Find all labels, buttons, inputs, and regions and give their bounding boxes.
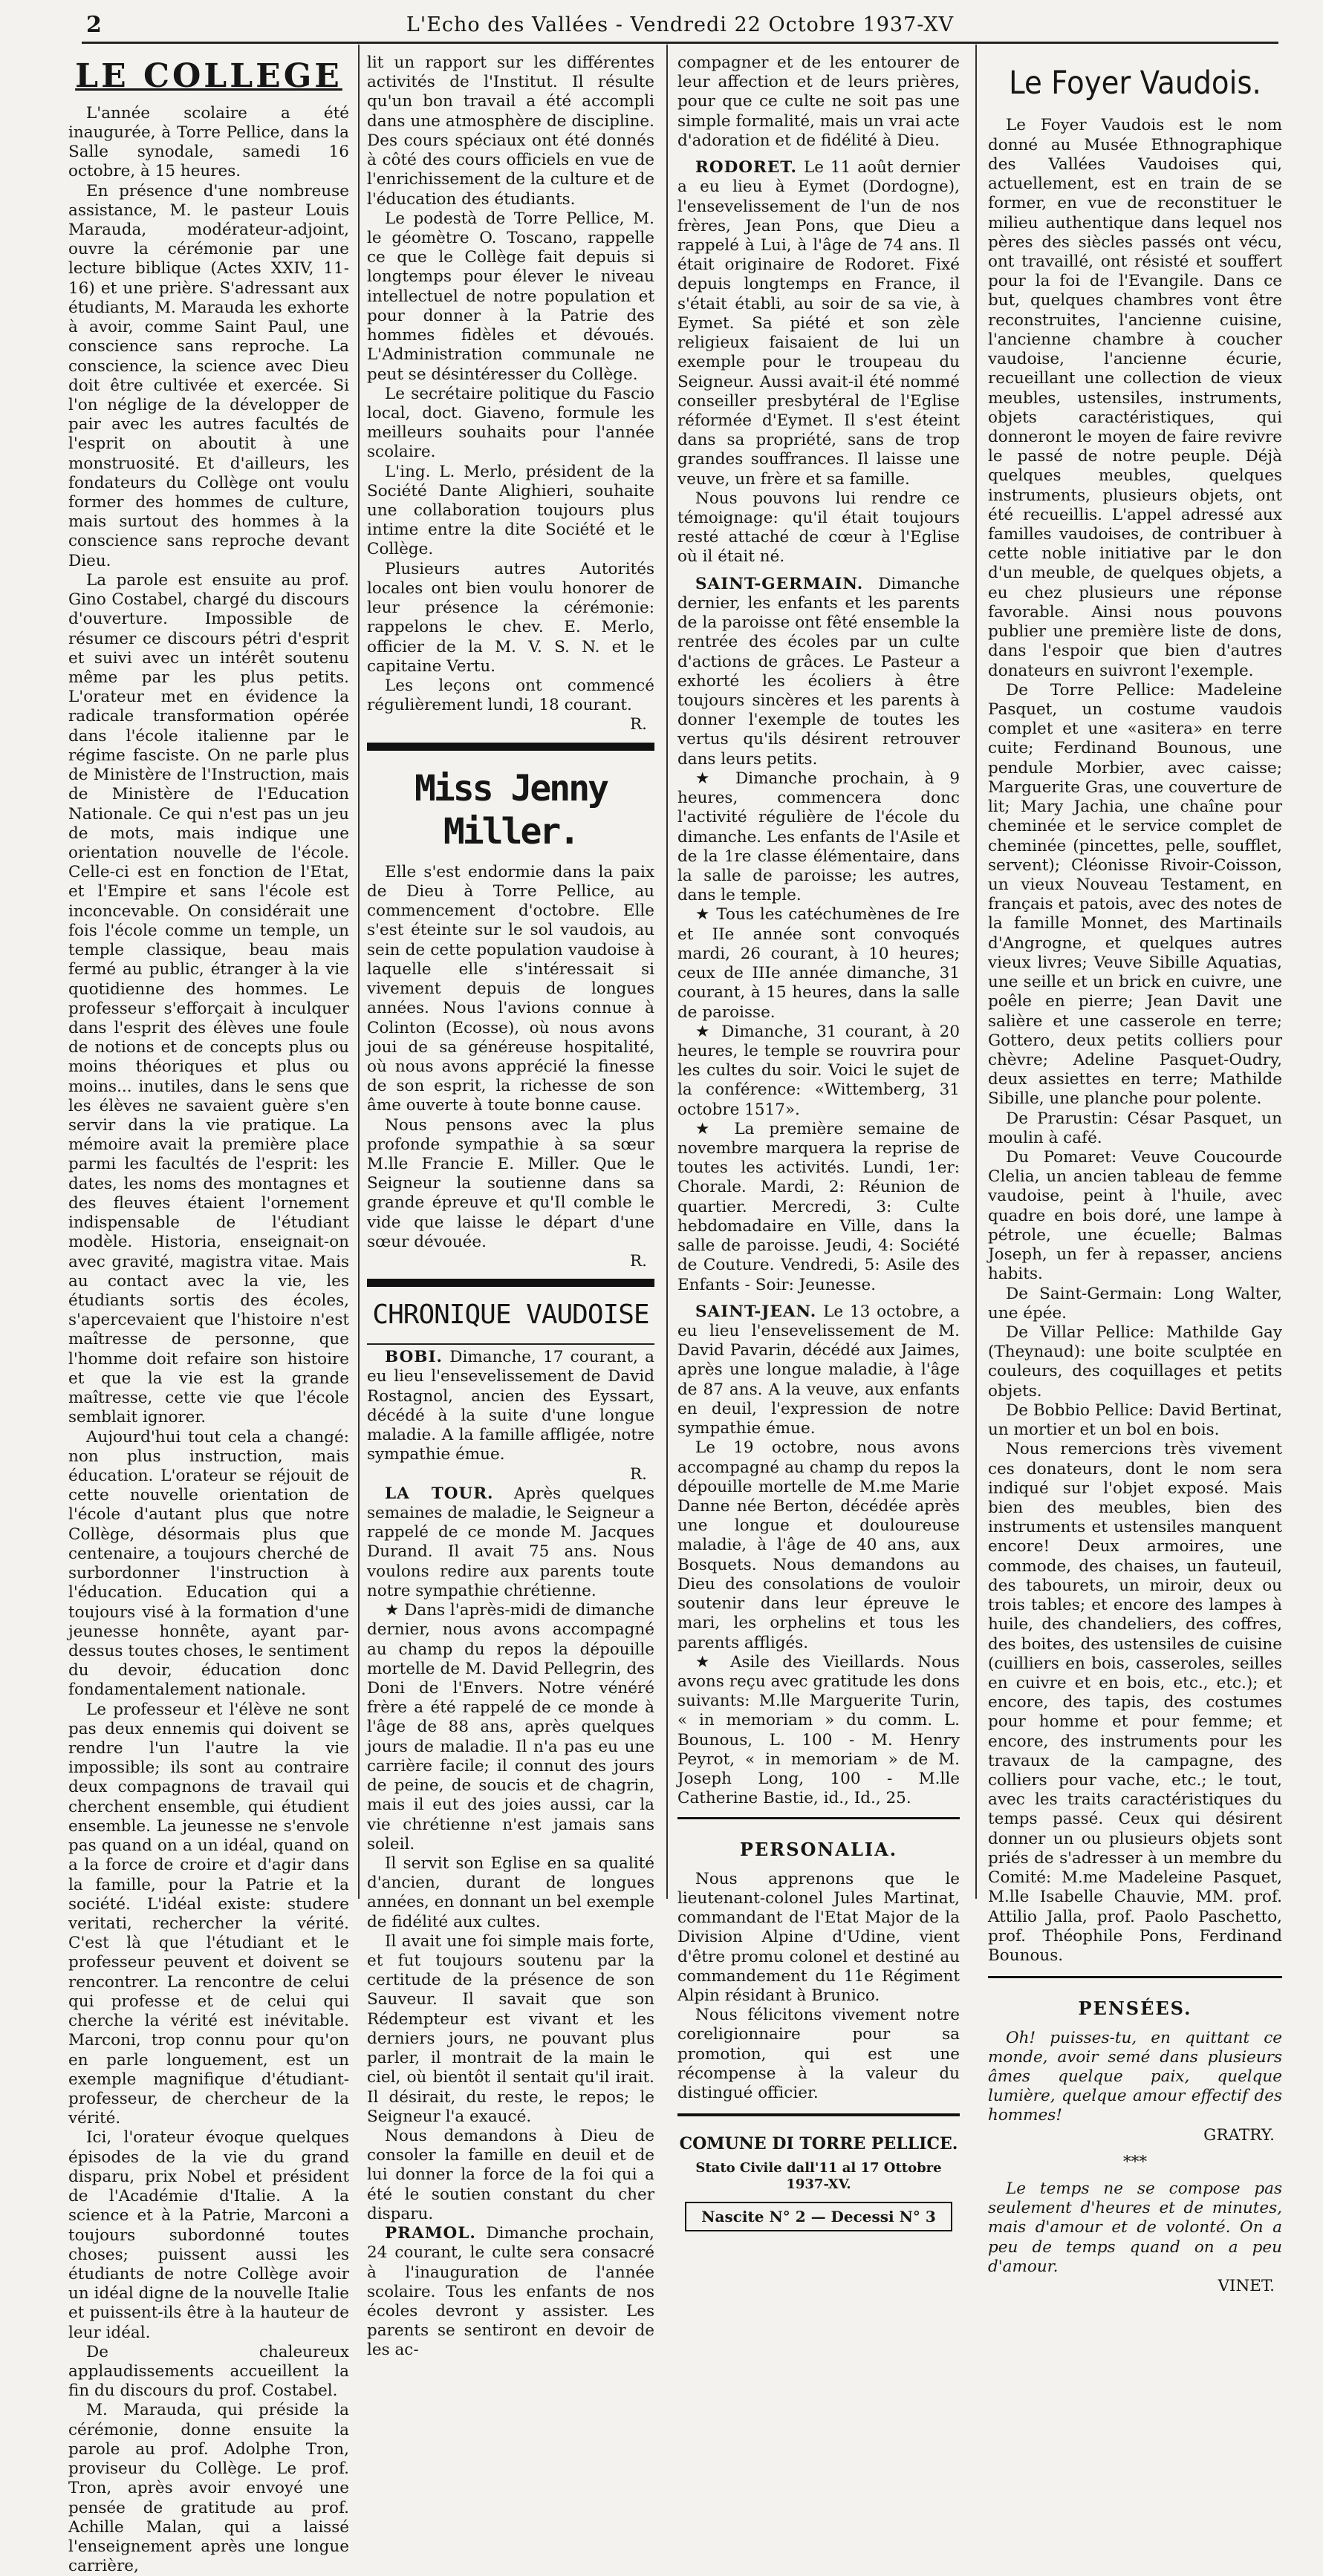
stato-civile-heading: Stato Civile dall'11 al 17 Ottobre 1937-XV. [695,2160,942,2193]
news-text: Dimanche, 17 courant, a eu lieu l'ensevelissement de David Rostagnol, ancien des Eyssart, décédé à la suite d'une longue maladie. A la famille affligée, notre sympathie émue. [367,1348,654,1464]
divider [367,743,654,751]
paragraph: De Bobbio Pellice: David Bertinat, un mortier et un bol en bois. [988,1401,1282,1440]
paragraph: De Saint-Germain: Long Walter, une épée. [988,1284,1282,1323]
paragraph: Nous demandons à Dieu de consoler la famille en deuil et de lui donner la force de la foi qui a été le soutien constant du cher disparu. [367,2127,654,2223]
column-3 [677,53,960,2226]
paragraph: lit un rapport sur les différentes activités de l'Institut. Il résulte qu'un bon travail a été accompli dans une atmosphère de discipline. Des cours spéciaux ont été donnés à côté des cours officiels en vue de l'enrichissement de la culture et de l'éducation des étudiants. [367,53,654,209]
article-title-foyer-vaudois: Le Foyer Vaudois. [1009,65,1261,102]
paragraph: De chaleureux applaudissements accueillent la fin du discours du prof. Costabel. [68,2342,349,2401]
paragraph: ★ Dimanche, 31 courant, à 20 heures, le temple se rouvrira pour les cultes du soir. Voici le sujet de la conférence: «Wittemberg, 31 octobre 1517». [677,1022,960,1119]
paragraph: ★ Dans l'après-midi de dimanche dernier, nous avons accompagné au champ du repos la dépouille mortelle de M. David Pellegrin, des Doni de l'Envers. Notre vénéré frère a été rappelé de ce monde à l'âge de 88 ans, après quelques jours de maladie. Il n'a pas eu une carrière facile; il connut des jours de peine, de soucis et de chagrin, mais il eut des joies aussi, car la vie chrétienne n'est jamais sans soleil. [367,1601,654,1853]
paragraph: Elle s'est endormie dans la paix de Dieu à Torre Pellice, au commencement d'octobre. Elle s'est éteinte sur le sol vaudois, au sein de cette population vaudoise à laquelle elle s'intéressait si vivement depuis de longues années. Nous l'avions connue à Colinton (Ecosse), où nous avons joui de sa généreuse hospitalité, où nous avons apprécié la finesse de son esprit, la richesse de son âme ouverte à toute bonne cause. [367,862,654,1115]
section-title-comune: COMUNE DI TORRE PELLICE. [679,2134,958,2154]
quote: Le temps ne se compose pas seulement d'heures et de minutes, mais d'amour et de volonté. On a peu de temps quand on a peu d'amour. [988,2179,1282,2276]
paragraph: M. Marauda, qui préside la cérémonie, donne ensuite la parole au prof. Adolphe Tron, proviseur du Collège. Le prof. Tron, après avoir envoyé une pensée de gratitude au prof. Achille Malan, qui a laissé l'enseignement après une longue carrière, [68,2401,349,2576]
locality-label: SAINT-JEAN. [695,1302,817,1321]
paragraph: ★ Asile des Vieillards. Nous avons reçu avec gratitude les dons suivants: M.lle Marguerite Turin, « in memoriam » du comm. L. Bounous, L. 100 - M. Henry Peyrot, « in memoriam » de M. Joseph Long, 100 - M.lle Catherine Bastie, id., Id., 25. [677,1652,960,1808]
paragraph: Aujourd'hui tout cela a changé: non plus instruction, mais éducation. L'orateur se réjouit de cette nouvelle orientation de l'école d'autant plus que notre Collège, désormais plus que centenaire, a toujours cherché de surbordonner l'instruction à l'éducation. Education qui a toujours visé à la formation d'une jeunesse honnête, ayant par-dessus toutes choses, le sentiment du devoir, éducation donc fondamentalement nationale. [68,1427,349,1700]
signature: R. [629,1252,647,1271]
news-item-pramol [367,2224,654,2361]
paragraph: Nous remercions très vivement ces donateurs, dont le nom sera indiqué sur l'objet exposé. Mais bien des meubles, bien des instruments et ustensiles manquent encore! Deux armoires, une commode, des chaises, un fauteuil, des tabourets, un miroir, deux ou trois tables; et encore des lampes à huile, des chandeliers, des coffres, des boites, des ustensiles de cuisine (cuilliers en bois, casseroles, seilles en cuivre et en bois, etc., etc.); et encore, des tapis, des costumes pour homme et pour femme; et encore, des instruments pour les travaux de la campagne, des colliers pour vache, etc.; le tout, avec les traits caractéristiques du temps passé. Ceux qui désirent donner un ou plusieurs objets sont priés de s'adresser à un membre du Comité: M.me Madeleine Pasquet, M.lle Isabelle Chauvie, MM. prof. Attilio Jalla, prof. Paolo Paschetto, prof. Théophile Pons, Ferdinand Bounous. [988,1440,1282,1966]
paragraph: Le professeur et l'élève ne sont pas deux ennemis qui doivent se rendre l'un l'autre la vie impossible; ils sont au contraire deux compagnons de travail qui cherchent ensemble, qui étudient ensemble. La jeunesse ne s'envole pas quand on a un idéal, quand on a la force de croire et d'agir dans la famille, pour la Patrie et la société. L'idéal existe: studere veritati, rechercher la vérité. C'est là que l'étudiant et le professeur peuvent et doivent se rencontrer. La rencontre de celui qui professe et de celui qui cherche la vérité est inévitable. Marconi, trop connu pour qu'on en parle longuement, est un exemple magnifique d'étudiant-professeur, de chercheur de la vérité. [68,1700,349,2128]
paragraph: Le Foyer Vaudois est le nom donné au Musée Ethnographique des Vallées Vaudoises qui, actuellement, est en train de se former, en vue de reconstituer le milieu authentique dans lequel nos pères des siècles passés ont vécu, ont travaillé, ont résisté et souffert pour la foi de l'Evangile. Dans ce but, quelques chambres vont être reconstruites, l'ancienne cuisine, l'ancienne chambre à coucher vaudoise, l'ancienne écurie, recueillant une collection de vieux meubles, ustensiles, instruments, objets caractéristiques, qui donneront le moyen de faire revivre le passé de notre peuple. Déjà quelques meubles, quelques instruments, plusieurs objets, ont été recueillis. L'appel adressé aux familles vaudoises, de contribuer à cette noble initiative par le don d'un meuble, de quelques objets, a eu chez plusieurs une réponse favorable. Ainsi nous pouvons publier une première liste de dons, dans l'espoir que bien d'autres donateurs en suivront l'exemple. [988,116,1282,680]
news-item-saint-jean [677,1302,960,1439]
article-title-college: LE COLLEGE [75,57,342,95]
separator-stars: *** [1122,2152,1148,2171]
locality-label: PRAMOL. [385,2224,476,2243]
paragraph: De Prarustin: César Pasquet, un moulin à café. [988,1109,1282,1147]
news-text: Après quelques semaines de maladie, le Seigneur a rappelé de ce monde M. Jacques Durand. Il avait 75 ans. Nous voulons redire aux parents toute notre sympathie chrétienne. [367,1484,654,1600]
column-foyer-vaudois [988,53,1282,2296]
paragraph: L'ing. L. Merlo, président de la Société Dante Alighieri, souhaite une collaboration toujours plus intime entre la dite Société et le Collège. [367,462,654,559]
paragraph: Nous pouvons lui rendre ce témoignage: qu'il était toujours resté attaché de cœur à l'Eglise où il était né. [677,489,960,567]
paragraph: De Villar Pellice: Mathilde Gay (Theynaud): une boite sculptée en couleurs, des coquillages et petits objets. [988,1323,1282,1401]
birth-death-box: Nascite N° 2 — Decessi N° 3 [685,2202,952,2231]
paragraph: Le podestà de Torre Pellice, M. le géomètre O. Toscano, rappelle ce que le Collège fait depuis si longtemps pour élever le niveau intellectuel de notre population et pour donner à la Patrie des hommes fidèles et dévoués. L'Administration communale ne peut se désintéresser du Collège. [367,209,654,384]
news-item-latour [367,1484,654,1601]
quote-author: VINET. [1218,2277,1275,2296]
paragraph: Ici, l'orateur évoque quelques épisodes de la vie du grand disparu, prix Nobel et président de l'Académie d'Italie. A la science et à la Patrie, Marconi a toujours subordonné toutes choses; puissent aussi les étudiants de notre Collège avoir un idéal digne de la nouvelle Italie et puissent-ils être à la hauteur de leur idéal. [68,2128,349,2342]
paragraph: Il servit son Eglise en sa qualité d'ancien, durant de longues années, en donnant un bel exemple de fidélité aux cultes. [367,1853,654,1931]
column-college [68,53,349,2576]
paragraph: Nous félicitons vivement notre coreligionnaire pour sa promotion, qui est une récompense à la valeur du distingué officier. [677,2006,960,2103]
divider [988,1976,1282,1978]
paragraph: ★ Tous les catéchumènes de Ire et IIe année sont convoqués mardi, 26 courant, à 10 heures; ceux de IIIe année dimanche, 31 courant, à 15 heures, dans la salle de paroisse. [677,905,960,1022]
page-header [82,9,1278,44]
news-text: Le 11 août dernier a eu lieu à Eymet (Dordogne), l'ensevelissement de l'un de nos frères, Jean Pons, que Dieu a rappelé à Lui, à l'âge de 74 ans. Il était originaire de Rodoret. Fixé depuis longtemps en France, il s'était établi, au soir de sa vie, à Eymet. Sa piété et son zèle religieux faisaient de lui un exemple pour le troupeau du Seigneur. Aussi avait-il été nommé conseiller presbytéral de l'Eglise réformée d'Eymet. Il s'est éteint dans sa propriété, sans de trop grandes souffrances. Il laisse une veuve, un frère et sa famille. [677,158,960,489]
paragraph: L'année scolaire a été inaugurée, à Torre Pellice, dans la Salle synodale, samedi 16 octobre, à 15 heures. [68,103,349,181]
article-title-jenny-miller: Miss Jenny Miller. [415,767,607,853]
divider [677,2113,960,2116]
section-title-personalia: PERSONALIA. [739,1839,898,1861]
paragraph: En présence d'une nombreuse assistance, M. le pasteur Louis Marauda, modérateur-adjoint, ouvre la cérémonie par une lecture biblique (Actes XXIV, 11-16) et une prière. S'adressant aux étudiants, M. Marauda les exhorte à avoir, comme Saint Paul, une conscience sans reproche. La conscience, la science avec Dieu doit être cultivée et exercée. Si l'on néglige de la développer de pair avec les autres facultés de l'esprit on aboutit à une monstruosité. Et d'ailleurs, les fondateurs du Collège ont voulu former des hommes de culture, mais surtout des hommes à la conscience sans reproche devant Dieu. [68,181,349,570]
locality-label: LA TOUR. [385,1484,494,1503]
news-text: Dimanche prochain, 24 courant, le culte sera consacré à l'inauguration de l'année scolaire. Tous les enfants de nos écoles devront y assister. Les parents se sentiront en devoir de les ac- [367,2224,654,2360]
paragraph: Les leçons ont commencé régulièrement lundi, 18 courant. [367,676,654,715]
page-number: 2 [86,12,102,38]
section-title-pensees: PENSÉES. [1078,1998,1192,2020]
paragraph: La parole est ensuite au prof. Gino Costabel, chargé du discours d'ouverture. Impossible de résumer ce discours pétri d'esprit et suivi avec un intérêt soutenu même par les plus petits. L'orateur met en évidence la radicale transformation opérée dans l'école italienne par le régime fasciste. On ne parle plus de Ministère de l'Instruction, mais de Ministère de l'Education Nationale. Ce qui n'est pas un jeu de mots, mais indique une orientation nouvelle de l'école. Celle-ci est en fonction de l'Etat, et l'Empire et sans l'école est inconcevable. On considérait une fois l'école comme un temple, un temple classique, beau mais fermé au public, étranger à la vie quotidienne des hommes. Le professeur s'efforçait à inculquer dans l'esprit des élèves une foule de notions et de concepts plus ou moins théoriques et plus ou moins... inutiles, dans le sens que les élèves ne savaient guère s'en servir dans la vie pratique. La mémoire avait la première place parmi les facultés de l'esprit: les dates, les noms des montagnes et des fleuves étaient l'ornement indispensable de l'étudiant modèle. Historia, enseignait-on avec gravité, magistra vitae. Mais au contact avec la vie, les étudiants sortis des écoles, s'apercevaient que l'histoire n'est maîtresse de personne, que l'homme doit refaire son histoire et que la vie est la grande maîtresse, cette vie que l'école semblait ignorer. [68,570,349,1427]
column-2 [367,53,654,2360]
news-item-saint-germain [677,575,960,769]
news-item-rodoret [677,158,960,489]
paragraph: Du Pomaret: Veuve Coucourde Clelia, un ancien tableau de femme vaudoise, peint à l'huile, avec quadre en bois doré, une lampe à pétrole, une écuelle; Balmas Joseph, un fer à repasser, anciens habits. [988,1148,1282,1284]
paragraph: Le secrétaire politique du Fascio local, doct. Giaveno, formule les meilleurs souhaits pour l'année scolaire. [367,384,654,462]
paragraph: ★ Dimanche prochain, à 9 heures, commencera donc l'activité régulière de l'école du dimanche. Les enfants de l'Asile et de la 1re classe élémentaire, dans la salle de paroisse; les autres, dans le temple. [677,769,960,905]
section-title-chronique: CHRONIQUE VAUDOISE [372,1300,649,1331]
signature: R. [629,715,647,734]
quote-author: GRATRY. [1203,2125,1275,2145]
news-text: Le 13 octobre, a eu lieu l'ensevelissement de M. David Pavarin, décédé aux Jaimes, après une longue maladie, à l'âge de 87 ans. A la veuve, aux enfants en deuil, l'expression de notre sympathie émue. [677,1302,960,1438]
divider [677,1817,960,1819]
signature: R. [629,1464,647,1484]
paragraph: Nous apprenons que le lieutenant-colonel Jules Martinat, commandant de l'Etat Major de la Division Alpine d'Udine, vient d'être promu colonel et destiné au commandement du 11e Régiment Alpin résidant à Brunico. [677,1869,960,2006]
column-rule [358,45,360,1899]
paragraph: Nous pensons avec la plus profonde sympathie à sa sœur M.lle Francie E. Miller. Que le Seigneur la soutienne dans sa grande épreuve et qu'Il comble le vide que laisse le départ d'une sœur dévouée. [367,1115,654,1251]
column-rule [666,45,668,1899]
paragraph: Le 19 octobre, nous avons accompagné au champ du repos la dépouille mortelle de M.me Marie Danne née Berton, décédée après une longue et douloureuse maladie, à l'âge de 40 ans, aux Bosquets. Nous demandons au Dieu des consolations de vouloir soutenir dans leur épreuve le mari, les orphelins et tous les parents affligés. [677,1438,960,1652]
paragraph: De Torre Pellice: Madeleine Pasquet, un costume vaudois complet et une «asitera» en terre cuite; Ferdinand Bounous, une pendule Morbier, avec caisse; Marguerite Gras, une couverture de lit; Mary Jachia, une chaîne pour cheminée et le service complet de cheminée (pincettes, pelle, soufflet, servent); Cléonisse Rivoir-Coisson, un vieux Nouveau Testament, en français et patois, avec des notes de la famille Monnet, des Martinails d'Angrogne, et quelques autres vieux livres; Veuve Sibille Aquatias, une seille et un brick en cuivre, une poêle en pierre; Jean Davit une salière et une casserole en terre; Gottero, deux petits colliers pour chèvre; Adeline Pasquet-Oudry, deux assiettes en terre; Mathilde Sibille, une planche pour polente. [988,680,1282,1109]
paragraph: Il avait une foi simple mais forte, et fut toujours soutenu par la certitude de la présence de son Sauveur. Il savait que son Rédempteur est vivant et les derniers jours, ne pouvant plus parler, il montrait de la main le ciel, où bientôt il sentait qu'il irait. Il désirait, du reste, le repos; le Seigneur l'a exaucé. [367,1931,654,2126]
divider [367,1279,654,1287]
column-rule [975,45,977,1899]
news-item-bobi [367,1348,654,1464]
running-title: L'Echo des Vallées - Vendredi 22 Octobre 1937-XV [406,13,955,36]
divider [367,1343,654,1345]
locality-label: BOBI. [385,1348,443,1367]
locality-label: RODORET. [695,158,797,177]
quote: Oh! puisses-tu, en quittant ce monde, avoir semé dans plusieurs âmes quelque paix, quelque lumière, quelque amour effectif des hommes! [988,2028,1282,2125]
paragraph: compagner et de les entourer de leur affection et de leurs prières, pour que ce culte ne soit pas une simple formalité, mais un vrai acte d'adoration et de fidélité à Dieu. [677,53,960,150]
news-text: Dimanche dernier, les enfants et les parents de la paroisse ont fêté ensemble la rentrée des écoles par un culte d'actions de grâces. Le Pasteur a exhorté les écoliers à être toujours sincères et les parents à donner l'exemple de toutes les vertus qu'ils désirent retrouver dans leurs petits. [677,574,960,769]
locality-label: SAINT-GERMAIN. [695,574,864,593]
paragraph: Plusieurs autres Autorités locales ont bien voulu honorer de leur présence la cérémonie: rappelons le chev. E. Merlo, officier de la M. V. S. N. et le capitaine Vertu. [367,559,654,676]
paragraph: ★ La première semaine de novembre marquera la reprise de toutes les activités. Lundi, 1er: Chorale. Mardi, 2: Réunion de quartier. Mercredi, 3: Culte hebdomadaire en Ville, dans la salle de paroisse. Jeudi, 4: Société de Couture. Vendredi, 5: Asile des Enfants - Soir: Jeunesse. [677,1119,960,1294]
